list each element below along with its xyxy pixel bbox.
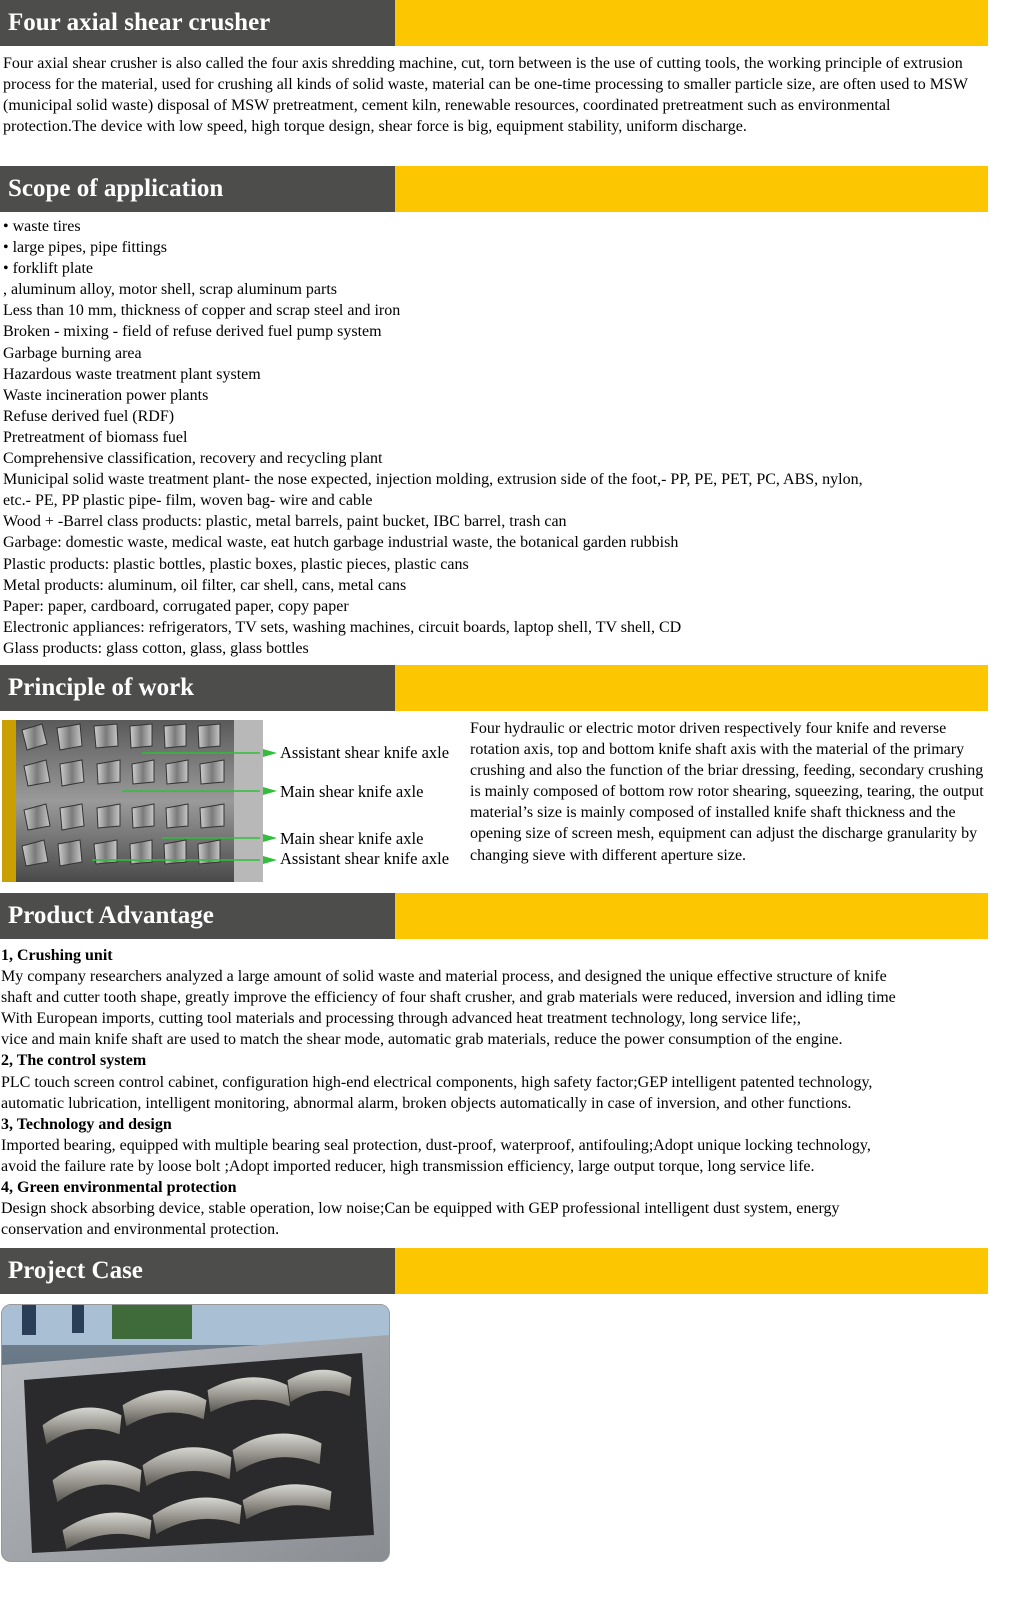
list-item: Paper: paper, cardboard, corrugated paper, copy paper xyxy=(3,597,349,615)
advantage-heading: 4, Green environmental protection xyxy=(1,1179,237,1197)
intro-paragraph xyxy=(3,53,987,137)
list-item: Municipal solid waste treatment plant- the nose expected, injection molding, extrusion side of the foot,- PP, PE, PET, PC, ABS, nylon, xyxy=(3,471,863,489)
section-title: Principle of work xyxy=(0,665,395,711)
advantage-text: Imported bearing, equipped with multiple bearing seal protection, dust-proof, waterproof, antifouling;Adopt unique locking technology, xyxy=(1,1136,871,1154)
section-title: Scope of application xyxy=(0,166,395,212)
list-item: Waste incineration power plants xyxy=(3,386,209,404)
list-item: Metal products: aluminum, oil filter, car shell, cans, metal cans xyxy=(3,576,407,594)
list-item: Hazardous waste treatment plant system xyxy=(3,365,261,383)
section-header-advantage xyxy=(0,893,988,939)
list-item: Garbage: domestic waste, medical waste, eat hutch garbage industrial waste, the botanical garden rubbish xyxy=(3,534,679,552)
section-title: Project Case xyxy=(0,1248,395,1294)
advantage-heading: 1, Crushing unit xyxy=(1,947,113,964)
list-item: Pretreatment of biomass fuel xyxy=(3,428,188,446)
advantage-text: automatic lubrication, intelligent monitoring, abnormal alarm, broken objects automatically in case of inversion, and other functions. xyxy=(1,1094,852,1112)
section-header-scope xyxy=(0,166,988,212)
advantage-text: With European imports, cutting tool materials and processing through advanced heat treatment technology, long service life;, xyxy=(1,1010,801,1028)
advantage-text: conservation and environmental protection. xyxy=(1,1221,280,1239)
advantage-list xyxy=(1,945,1001,1240)
list-item: , aluminum alloy, motor shell, scrap aluminum parts xyxy=(3,281,338,299)
advantage-text: vice and main knife shaft are used to match the shear mode, automatic grab materials, reduce the power consumption of the engine. xyxy=(1,1031,843,1049)
list-item: Refuse derived fuel (RDF) xyxy=(3,407,175,425)
shredder-shafts-photo xyxy=(2,720,263,882)
list-item: Wood + -Barrel class products: plastic, metal barrels, paint bucket, IBC barrel, trash can xyxy=(3,513,567,531)
list-item: • forklift plate xyxy=(3,260,94,278)
shaft-label-assistant-top: Assistant shear knife axle xyxy=(280,743,450,762)
shaft-label-assistant-bottom: Assistant shear knife axle xyxy=(280,849,450,868)
advantage-heading: 3, Technology and design xyxy=(1,1115,172,1133)
list-item: etc.- PE, PP plastic pipe- film, woven bag- wire and cable xyxy=(3,492,373,510)
list-item: Less than 10 mm, thickness of copper and scrap steel and iron xyxy=(3,302,401,320)
principle-paragraph xyxy=(470,718,990,866)
advantage-text: My company researchers analyzed a large amount of solid waste and material process, and designed the unique effective structure of knife xyxy=(1,968,887,986)
advantage-text: PLC touch screen control cabinet, configuration high-end electrical components, high safety factor;GEP intelligent patented technology, xyxy=(1,1073,873,1091)
advantage-text: avoid the failure rate by loose bolt ;Adopt imported reducer, high transmission efficiency, large output torque, long service life. xyxy=(1,1157,815,1175)
header-accent-bar xyxy=(395,1248,988,1294)
list-item: • large pipes, pipe fittings xyxy=(3,239,167,257)
list-item: Plastic products: plastic bottles, plastic boxes, plastic pieces, plastic cans xyxy=(3,555,469,573)
section-title: Product Advantage xyxy=(0,893,395,939)
header-accent-bar xyxy=(395,893,988,939)
shaft-label-main-bottom: Main shear knife axle xyxy=(280,829,424,848)
section-title: Four axial shear crusher xyxy=(0,0,395,46)
advantage-heading: 2, The control system xyxy=(1,1052,147,1070)
advantage-text: shaft and cutter tooth shape, greatly improve the efficiency of four shaft crusher, and grab materials were reduced, inversion and idling time xyxy=(1,989,896,1007)
section-header-intro xyxy=(0,0,988,46)
scope-list xyxy=(3,216,987,659)
shaft-label-main-top: Main shear knife axle xyxy=(280,782,424,801)
list-item: Comprehensive classification, recovery and recycling plant xyxy=(3,450,383,468)
header-accent-bar xyxy=(395,166,988,212)
project-case-photo xyxy=(1,1304,390,1562)
list-item: • waste tires xyxy=(3,218,81,235)
intro-text: Four axial shear crusher is also called the four axis shredding machine, cut, torn between is the use of cutting tools, the working principle of extrusion process for the material, used for crushing all kinds of solid waste, material can be one-time processing to smaller particle size, are often used to MSW (municipal solid waste) disposal of MSW pretreatment, cement kiln, renewable resources, coordinated pretreatment such as environmental protection.The device with low speed, high torque design, shear force is big, equipment stability, uniform discharge. xyxy=(3,55,968,136)
section-header-principle xyxy=(0,665,988,711)
header-accent-bar xyxy=(395,0,988,46)
list-item: Electronic appliances: refrigerators, TV sets, washing machines, circuit boards, laptop shell, TV shell, CD xyxy=(3,618,682,636)
section-header-project xyxy=(0,1248,988,1294)
header-accent-bar xyxy=(395,665,988,711)
list-item: Garbage burning area xyxy=(3,344,142,362)
advantage-text: Design shock absorbing device, stable operation, low noise;Can be equipped with GEP professional intelligent dust system, energy xyxy=(1,1200,840,1218)
principle-text: Four hydraulic or electric motor driven respectively four knife and reverse rotation axis, top and bottom knife shaft axis with the material of the primary crushing and also the function of the briar dressing, feeding, secondary crushing is mainly composed of bottom row rotor shearing, squeezing, tearing, the output material’s size is mainly composed of installed knife shaft thickness and the opening size of screen mesh, equipment can adjust the discharge granularity by changing sieve with different aperture size. xyxy=(470,720,984,864)
list-item: Glass products: glass cotton, glass, glass bottles xyxy=(3,639,309,657)
list-item: Broken - mixing - field of refuse derived fuel pump system xyxy=(3,323,382,341)
